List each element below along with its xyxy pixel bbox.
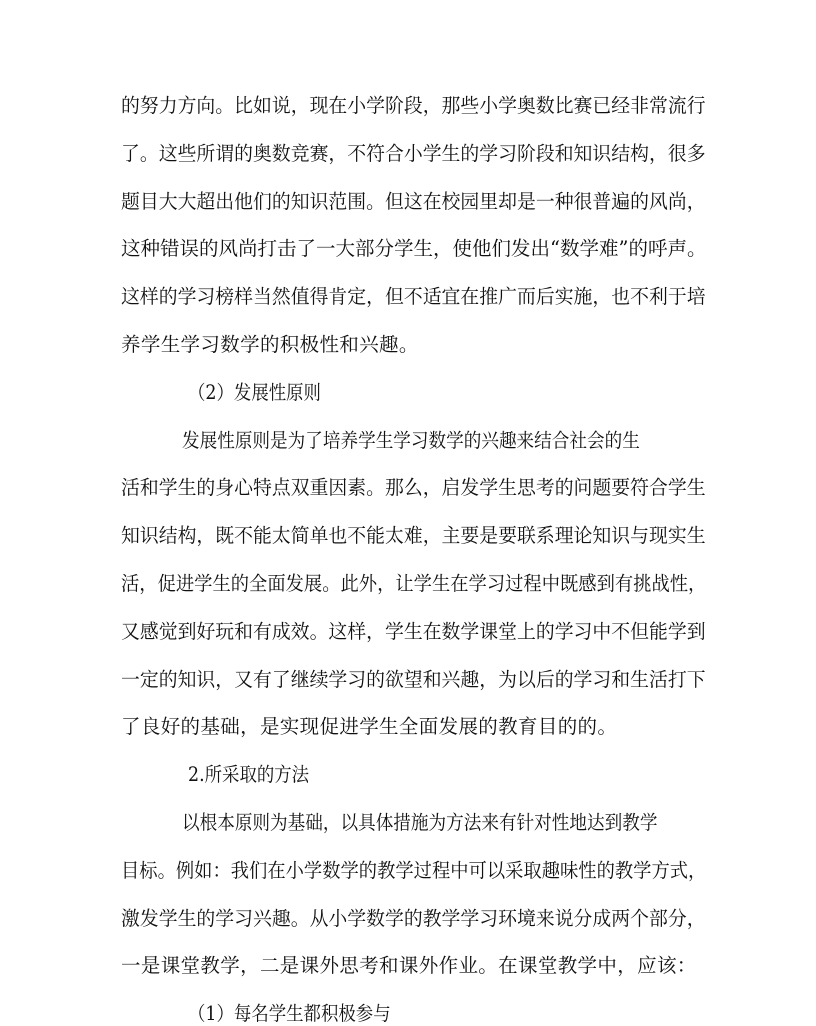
section-heading: （1）每名学生都积极参与	[188, 1002, 391, 1025]
paragraph-line: 这种错误的风尚打击了一大部分学生，使他们发出“数学难”的呼声。	[121, 237, 707, 260]
paragraph-line: 了。这些所谓的奥数竞赛，不符合小学生的学习阶段和知识结构，很多	[121, 142, 706, 165]
paragraph-line: 题目大大超出他们的知识范围。但这在校园里却是一种很普遍的风尚，	[121, 190, 706, 213]
paragraph-line: 激发学生的学习兴趣。从小学数学的教学学习环境来说分成两个部分，	[121, 907, 706, 930]
paragraph-line: 活和学生的身心特点双重因素。那么，启发学生思考的问题要符合学生	[121, 476, 706, 499]
paragraph-line: 以根本原则为基础，以具体措施为方法来有针对性地达到教学	[182, 811, 658, 834]
paragraph-line: 一定的知识，又有了继续学习的欲望和兴趣，为以后的学习和生活打下	[121, 668, 706, 691]
section-heading: （2）发展性原则	[188, 381, 321, 404]
paragraph-line: 目标。例如：我们在小学数学的教学过程中可以采取趣味性的教学方式，	[121, 859, 707, 882]
paragraph-line: 发展性原则是为了培养学生学习数学的兴趣来结合社会的生	[182, 429, 640, 452]
paragraph-line: 了良好的基础，是实现促进学生全面发展的教育目的的。	[121, 715, 618, 738]
paragraph-line: 的努力方向。比如说，现在小学阶段，那些小学奥数比赛已经非常流行	[121, 94, 706, 117]
paragraph-line: 知识结构，既不能太简单也不能太难，主要是要联系理论知识与现实生	[121, 524, 706, 547]
paragraph-line: 又感觉到好玩和有成效。这样，学生在数学课堂上的学习中不但能学到	[121, 620, 706, 643]
paragraph-line: 活，促进学生的全面发展。此外，让学生在学习过程中既感到有挑战性，	[121, 572, 707, 595]
paragraph-line: 一是课堂教学，二是课外思考和课外作业。在课堂教学中，应该：	[121, 954, 697, 977]
paragraph-line: 这样的学习榜样当然值得肯定，但不适宜在推广而后实施，也不利于培	[121, 285, 706, 308]
paragraph-line: 养学生学习数学的积极性和兴趣。	[121, 333, 419, 356]
section-heading: 2.所采取的方法	[188, 763, 310, 786]
